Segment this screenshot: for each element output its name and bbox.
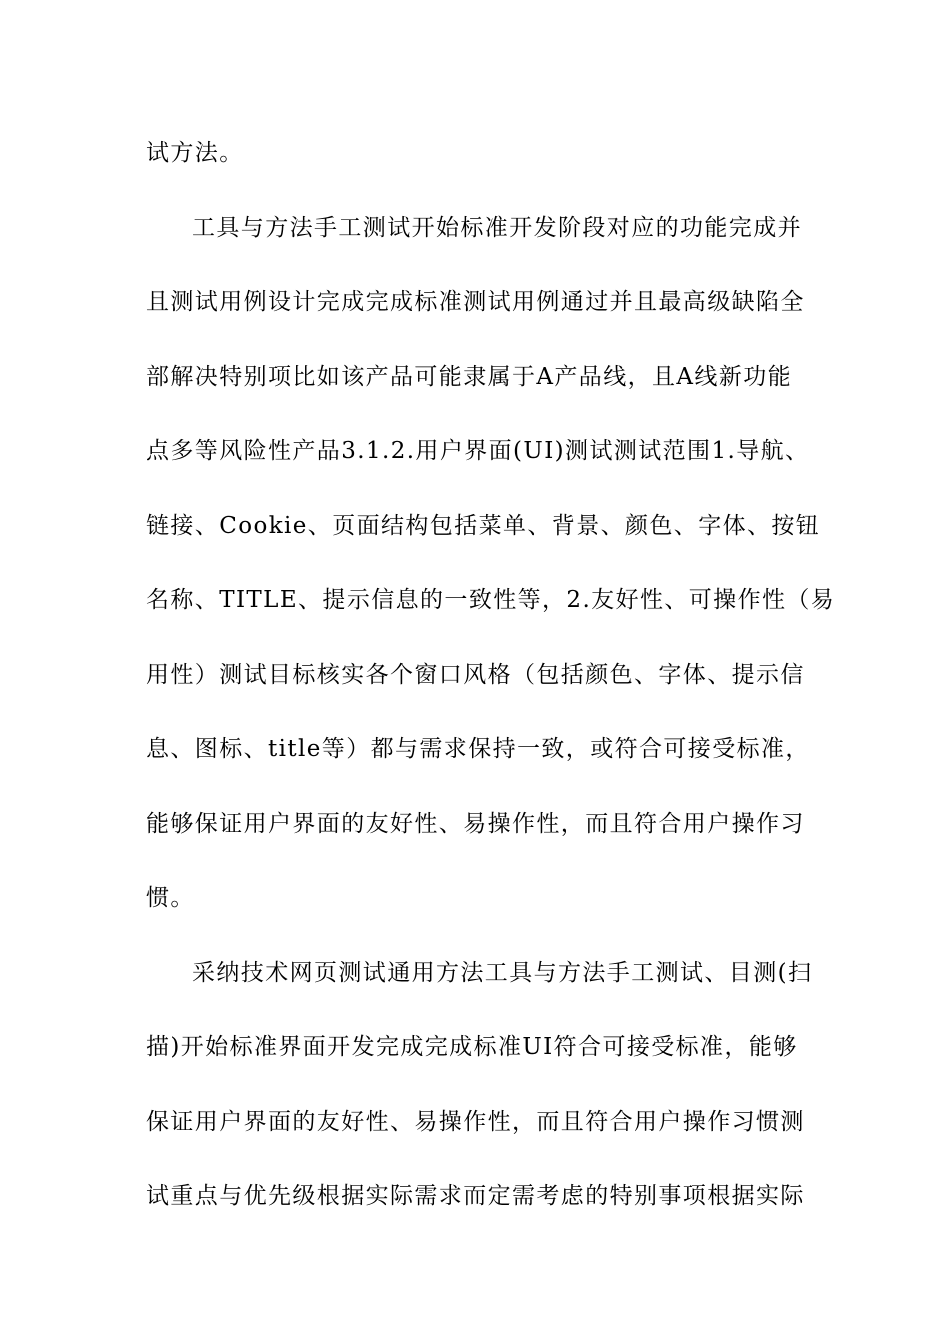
text-line: 能够保证用户界面的友好性、易操作性，而且符合用户操作习 [146,810,805,837]
text-line: 链接、Cookie、页面结构包括菜单、背景、颜色、字体、按钮 [146,512,821,539]
text-line: 名称、TITLE、提示信息的一致性等，2.友好性、可操作性（易 [146,587,836,613]
paragraph-1 [146,128,806,203]
text-line: 工具与方法手工测试开始标准开发阶段对应的功能完成并 [192,214,802,241]
text-line: 息、图标、title等）都与需求保持一致，或符合可接受标准， [146,736,810,762]
text-line: 试重点与优先级根据实际需求而定需考虑的特别事项根据实际 [146,1183,805,1209]
text-line: 部解决特别项比如该产品可能隶属于A产品线，且A线新功能 [146,363,793,390]
text-line: 且测试用例设计完成完成标准测试用例通过并且最高级缺陷全 [146,289,805,315]
paragraph-2 [146,203,836,948]
text-line: 试方法。 [146,140,244,166]
text-line: 点多等风险性产品3.1.2.用户界面(UI)测试测试范围1.导航、 [146,438,810,464]
text-line: 用性）测试目标核实各个窗口风格（包括颜色、字体、提示信 [146,661,805,688]
text-line: 描)开始标准界面开发完成完成标准UI符合可接受标准，能够 [146,1034,798,1060]
text-line: 惯。 [146,885,195,911]
text-line: 保证用户界面的友好性、易操作性，而且符合用户操作习惯测 [146,1108,805,1135]
document-body [146,128,836,1246]
paragraph-3 [146,948,813,1246]
text-line: 采纳技术网页测试通用方法工具与方法手工测试、目测(扫 [192,959,813,986]
